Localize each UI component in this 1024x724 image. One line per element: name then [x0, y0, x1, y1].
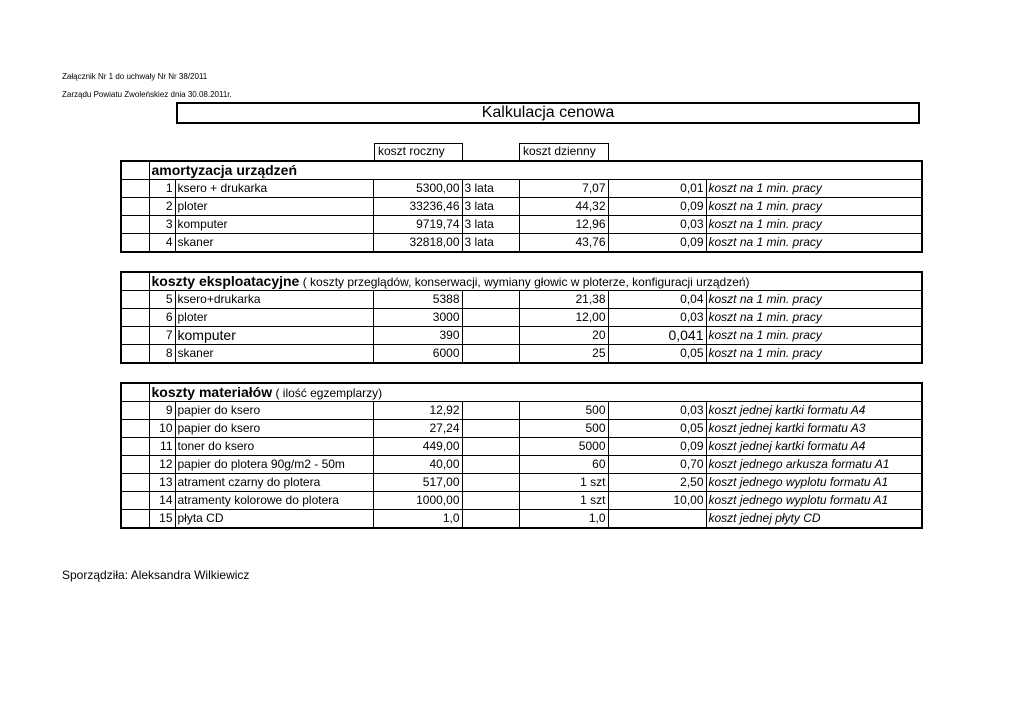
annual-value: 517,00 [373, 474, 462, 492]
item-name: atramenty kolorowe do plotera [175, 492, 373, 510]
section-title-note: ( koszty przeglądów, konserwacji, wymiany głowic w ploterze, konfiguracji urządzeń) [299, 274, 750, 289]
item-name: ploter [175, 198, 373, 216]
section-title-note: ( ilość egzemplarzy) [272, 385, 383, 400]
empty-cell [121, 234, 149, 253]
empty-cell [121, 345, 149, 364]
annual-value: 449,00 [373, 438, 462, 456]
unit-cost: 10,00 [608, 492, 706, 510]
row-number: 3 [149, 216, 175, 234]
row-number: 11 [149, 438, 175, 456]
daily-value: 1 szt [519, 474, 608, 492]
daily-value: 500 [519, 402, 608, 420]
empty-cell [121, 272, 149, 291]
cost-description: koszt jednego wyplotu formatu A1 [706, 492, 922, 510]
unit-cost: 0,05 [608, 420, 706, 438]
period [462, 291, 519, 309]
daily-value: 1,0 [519, 510, 608, 529]
annual-value: 40,00 [373, 456, 462, 474]
empty-cell [121, 438, 149, 456]
unit-cost: 2,50 [608, 474, 706, 492]
daily-value: 7,07 [519, 180, 608, 198]
table-row [121, 402, 922, 420]
annual-value: 5388 [373, 291, 462, 309]
row-number: 14 [149, 492, 175, 510]
item-name: komputer [175, 327, 373, 345]
header-line-1: Załącznik Nr 1 do uchwały Nr Nr 38/2011 [62, 72, 208, 81]
table-row [121, 420, 922, 438]
header-line-2: Zarządu Powiatu Zwoleńskiez dnia 30.08.2011r. [62, 90, 232, 99]
daily-value: 21,38 [519, 291, 608, 309]
item-name: toner do ksero [175, 438, 373, 456]
table-row [121, 180, 922, 198]
cost-description: koszt jednego arkusza formatu A1 [706, 456, 922, 474]
empty-cell [121, 309, 149, 327]
annual-value: 27,24 [373, 420, 462, 438]
empty-cell [121, 420, 149, 438]
empty-cell [121, 291, 149, 309]
annual-value: 9719,74 [373, 216, 462, 234]
period [462, 420, 519, 438]
table-row [121, 198, 922, 216]
item-name: papier do ksero [175, 402, 373, 420]
col-header-daily: koszt dzienny [519, 143, 609, 160]
row-number: 5 [149, 291, 175, 309]
item-name: skaner [175, 345, 373, 364]
period: 3 lata [462, 234, 519, 253]
unit-cost: 0,04 [608, 291, 706, 309]
table-row [121, 492, 922, 510]
section-table [120, 382, 923, 529]
cost-description: koszt na 1 min. pracy [706, 180, 922, 198]
unit-cost: 0,041 [608, 327, 706, 345]
cost-description: koszt jednej kartki formatu A4 [706, 438, 922, 456]
item-name: ploter [175, 309, 373, 327]
unit-cost: 0,05 [608, 345, 706, 364]
table-row [121, 216, 922, 234]
table-row [121, 291, 922, 309]
unit-cost: 0,01 [608, 180, 706, 198]
table-row [121, 234, 922, 253]
daily-value: 12,00 [519, 309, 608, 327]
row-number: 10 [149, 420, 175, 438]
footer-author: Sporządziła: Aleksandra Wilkiewicz [62, 568, 250, 582]
unit-cost: 0,03 [608, 309, 706, 327]
empty-cell [121, 180, 149, 198]
row-number: 8 [149, 345, 175, 364]
daily-value: 1 szt [519, 492, 608, 510]
daily-value: 12,96 [519, 216, 608, 234]
cost-description: koszt na 1 min. pracy [706, 216, 922, 234]
annual-value: 12,92 [373, 402, 462, 420]
daily-value: 500 [519, 420, 608, 438]
cost-description: koszt na 1 min. pracy [706, 198, 922, 216]
empty-cell [121, 198, 149, 216]
empty-cell [121, 161, 149, 180]
period [462, 402, 519, 420]
unit-cost: 0,09 [608, 198, 706, 216]
item-name: płyta CD [175, 510, 373, 529]
empty-cell [121, 510, 149, 529]
item-name: atrament czarny do plotera [175, 474, 373, 492]
unit-cost: 0,09 [608, 438, 706, 456]
period: 3 lata [462, 198, 519, 216]
daily-value: 44,32 [519, 198, 608, 216]
item-name: ksero+drukarka [175, 291, 373, 309]
section-title [149, 272, 922, 291]
annual-value: 32818,00 [373, 234, 462, 253]
table-row [121, 345, 922, 364]
daily-value: 60 [519, 456, 608, 474]
daily-value: 43,76 [519, 234, 608, 253]
empty-cell [121, 216, 149, 234]
period [462, 492, 519, 510]
period [462, 345, 519, 364]
empty-cell [121, 492, 149, 510]
cost-description: koszt jednej kartki formatu A4 [706, 402, 922, 420]
period: 3 lata [462, 216, 519, 234]
section-heading-row [121, 272, 922, 291]
cost-description: koszt na 1 min. pracy [706, 327, 922, 345]
cost-description: koszt na 1 min. pracy [706, 234, 922, 253]
section-heading-row [121, 383, 922, 402]
table-row [121, 309, 922, 327]
annual-value: 3000 [373, 309, 462, 327]
row-number: 13 [149, 474, 175, 492]
item-name: skaner [175, 234, 373, 253]
section-heading-row [121, 161, 922, 180]
row-number: 12 [149, 456, 175, 474]
cost-description: koszt jednego wyplotu formatu A1 [706, 474, 922, 492]
item-name: ksero + drukarka [175, 180, 373, 198]
section-title [149, 383, 922, 402]
empty-cell [121, 383, 149, 402]
row-number: 15 [149, 510, 175, 529]
section-table [120, 271, 923, 364]
daily-value: 20 [519, 327, 608, 345]
period [462, 456, 519, 474]
empty-cell [121, 474, 149, 492]
cost-description: koszt jednej płyty CD [706, 510, 922, 529]
row-number: 1 [149, 180, 175, 198]
unit-cost: 0,09 [608, 234, 706, 253]
annual-value: 1000,00 [373, 492, 462, 510]
annual-value: 1,0 [373, 510, 462, 529]
table-row [121, 327, 922, 345]
cost-description: koszt na 1 min. pracy [706, 309, 922, 327]
row-number: 6 [149, 309, 175, 327]
period [462, 510, 519, 529]
section-title-main: koszty materiałów [151, 383, 273, 400]
period [462, 309, 519, 327]
table-row [121, 474, 922, 492]
cost-description: koszt na 1 min. pracy [706, 291, 922, 309]
annual-value: 5300,00 [373, 180, 462, 198]
unit-cost [608, 510, 706, 529]
period [462, 438, 519, 456]
item-name: papier do ksero [175, 420, 373, 438]
row-number: 7 [149, 327, 175, 345]
annual-value: 33236,46 [373, 198, 462, 216]
table-row [121, 510, 922, 529]
period [462, 327, 519, 345]
item-name: komputer [175, 216, 373, 234]
empty-cell [121, 456, 149, 474]
row-number: 9 [149, 402, 175, 420]
daily-value: 25 [519, 345, 608, 364]
section-title [149, 161, 922, 180]
unit-cost: 0,70 [608, 456, 706, 474]
row-number: 4 [149, 234, 175, 253]
item-name: papier do plotera 90g/m2 - 50m [175, 456, 373, 474]
row-number: 2 [149, 198, 175, 216]
page-title: Kalkulacja cenowa [176, 102, 920, 124]
unit-cost: 0,03 [608, 216, 706, 234]
table-row [121, 456, 922, 474]
period [462, 474, 519, 492]
cost-description: koszt na 1 min. pracy [706, 345, 922, 364]
empty-cell [121, 402, 149, 420]
unit-cost: 0,03 [608, 402, 706, 420]
table-row [121, 438, 922, 456]
annual-value: 390 [373, 327, 462, 345]
period: 3 lata [462, 180, 519, 198]
daily-value: 5000 [519, 438, 608, 456]
section-title-main: koszty eksploatacyjne [151, 272, 300, 289]
cost-description: koszt jednej kartki formatu A3 [706, 420, 922, 438]
empty-cell [121, 327, 149, 345]
section-title-main: amortyzacja urządzeń [151, 161, 297, 178]
col-header-annual: koszt roczny [374, 143, 463, 160]
section-table [120, 160, 923, 253]
annual-value: 6000 [373, 345, 462, 364]
